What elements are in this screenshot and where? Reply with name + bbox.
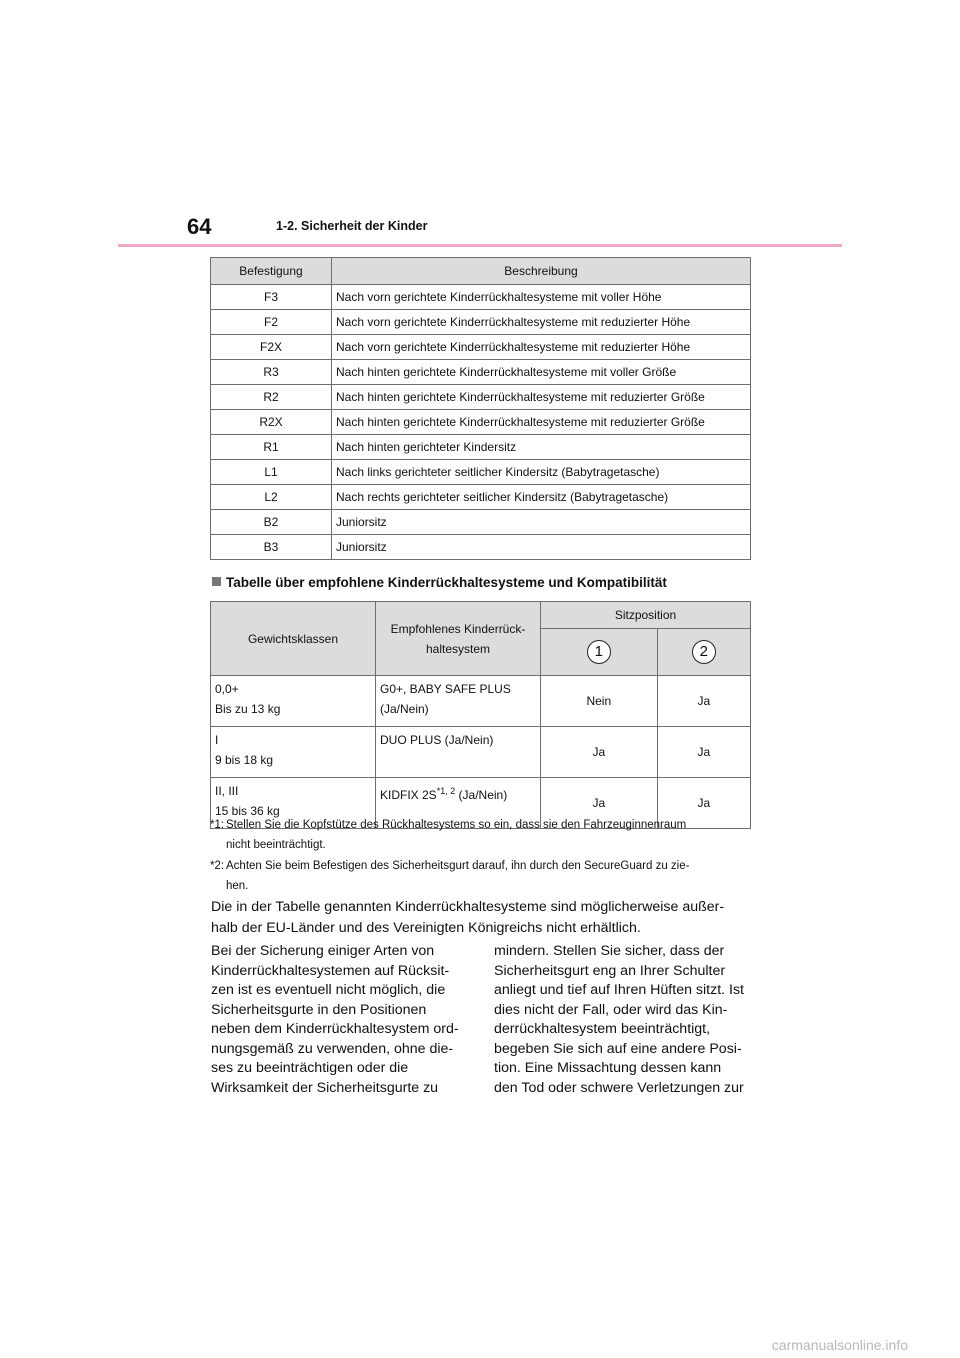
- body-line: Wirksamkeit der Sicherheitsgurte zu: [211, 1079, 439, 1096]
- seat-2-header: [657, 629, 750, 676]
- table-row: [211, 335, 751, 360]
- fixture-description: Nach links gerichteter seitlicher Kindersitz (Babytragetasche): [332, 460, 751, 485]
- footnote-line: hen.: [226, 880, 249, 892]
- col-system-line2: haltesystem: [425, 641, 491, 656]
- section-title: 1-2. Sicherheit der Kinder: [276, 219, 428, 233]
- fixture-description: Nach hinten gerichtete Kinderrückhaltesysteme mit reduzierter Größe: [332, 410, 751, 435]
- table-row: [211, 676, 751, 727]
- col-weight: Gewichtsklassen: [211, 602, 376, 676]
- footnote-line: Stellen Sie die Kopfstütze des Rückhaltesystems so ein, dass sie den Fahrzeuginnenraum: [226, 819, 687, 831]
- system-name: G0+, BABY SAFE PLUS: [380, 682, 511, 696]
- fixture-description: Nach hinten gerichteter Kindersitz: [332, 435, 751, 460]
- weight-group: I: [215, 733, 219, 747]
- body-line: dies nicht der Fall, oder wird das Kin-: [494, 1001, 728, 1018]
- fixture-description: Juniorsitz: [332, 535, 751, 560]
- subheading: [212, 575, 667, 590]
- body-line: Kinderrückhaltesystemen auf Rücksit-: [211, 962, 450, 979]
- body-line: den Tod oder schwere Verletzungen zur: [494, 1079, 744, 1096]
- table-header-row: [211, 258, 751, 285]
- body-line: Sicherheitsgurt eng an Ihrer Schulter: [494, 962, 726, 979]
- footnote-line: nicht beeinträchtigt.: [226, 839, 326, 851]
- seat-1-compat: Nein: [541, 676, 658, 727]
- fixture-description: Nach hinten gerichtete Kinderrückhaltesysteme mit reduzierter Größe: [332, 385, 751, 410]
- system-name: KIDFIX 2S: [380, 788, 437, 802]
- fixture-description: Nach hinten gerichtete Kinderrückhaltesysteme mit voller Größe: [332, 360, 751, 385]
- paragraph-line: Die in der Tabelle genannten Kinderrückhaltesysteme sind möglicherweise außer-: [211, 899, 725, 915]
- circled-number-2-icon: 2: [692, 640, 716, 664]
- body-line: Sicherheitsgurte in den Positionen: [211, 1001, 427, 1018]
- weight-class: [211, 727, 376, 778]
- fixture-code: R2: [211, 385, 332, 410]
- body-line: derrückhaltesystem beeinträchtigt,: [494, 1021, 711, 1037]
- weight-group: II, III: [215, 784, 239, 798]
- body-line: ses zu beeinträchtigen oder die: [211, 1060, 409, 1076]
- fixture-description: Nach vorn gerichtete Kinderrückhaltesysteme mit reduzierter Höhe: [332, 310, 751, 335]
- table-row: [211, 727, 751, 778]
- body-line: tion. Eine Missachtung dessen kann: [494, 1060, 722, 1076]
- watermark: carmanualsonline.info: [771, 1337, 908, 1353]
- fixture-code: B3: [211, 535, 332, 560]
- table-row: [211, 485, 751, 510]
- body-line: neben dem Kinderrückhaltesystem ord-: [211, 1021, 459, 1037]
- seat-1-compat: Ja: [541, 778, 658, 829]
- fixture-code: F2: [211, 310, 332, 335]
- seat-2-compat: Ja: [657, 676, 750, 727]
- fixture-code: F2X: [211, 335, 332, 360]
- weight-range: 15 bis 36 kg: [215, 804, 280, 818]
- footnote-ref: *1, 2: [436, 786, 456, 796]
- fixture-code: L2: [211, 485, 332, 510]
- table-row: [211, 535, 751, 560]
- fixture-code: R1: [211, 435, 332, 460]
- footnote-1: [210, 815, 746, 855]
- weight-class: [211, 676, 376, 727]
- col-beschreibung: Beschreibung: [332, 258, 751, 285]
- weight-range: Bis zu 13 kg: [215, 702, 281, 716]
- footnote-mark: *2:: [210, 860, 225, 872]
- body-line: nungsgemäß zu verwenden, ohne die-: [211, 1040, 454, 1057]
- system-option: (Ja/Nein): [380, 702, 429, 716]
- mounting-table: [210, 257, 751, 560]
- table-row: [211, 410, 751, 435]
- fixture-description: Nach vorn gerichtete Kinderrückhaltesysteme mit voller Höhe: [332, 285, 751, 310]
- table-row: [211, 385, 751, 410]
- system-name: DUO PLUS (Ja/Nein): [380, 733, 494, 747]
- recommended-system: [376, 727, 541, 778]
- footnote-2: [210, 856, 746, 896]
- col-system-line1: Empfohlenes Kinderrück-: [390, 621, 526, 636]
- fixture-code: R2X: [211, 410, 332, 435]
- circled-number-1-icon: 1: [587, 640, 611, 664]
- body-line: zen ist es eventuell nicht möglich, die: [211, 982, 446, 998]
- table-row: [211, 285, 751, 310]
- col-system: [376, 602, 541, 676]
- weight-group: 0,0+: [215, 682, 239, 696]
- seat-1-header: [541, 629, 658, 676]
- fixture-description: Nach vorn gerichtete Kinderrückhaltesysteme mit reduzierter Höhe: [332, 335, 751, 360]
- header-rule: [118, 244, 842, 247]
- recommended-system: [376, 676, 541, 727]
- table-row: [211, 435, 751, 460]
- body-line: begeben Sie sich auf eine andere Posi-: [494, 1040, 742, 1057]
- footnote-mark: *1:: [210, 819, 225, 831]
- table-row: [211, 360, 751, 385]
- body-column-left: [211, 942, 471, 1098]
- page-number: 64: [187, 214, 212, 239]
- subheading-text: Tabelle über empfohlene Kinderrückhaltesysteme und Kompatibilität: [226, 575, 667, 590]
- availability-paragraph: [211, 897, 751, 939]
- seat-2-compat: Ja: [657, 778, 750, 829]
- fixture-description: Nach rechts gerichteter seitlicher Kindersitz (Babytragetasche): [332, 485, 751, 510]
- fixture-code: F3: [211, 285, 332, 310]
- fixture-code: L1: [211, 460, 332, 485]
- col-seat-position: Sitzposition: [541, 602, 751, 629]
- body-line: mindern. Stellen Sie sicher, dass der: [494, 943, 725, 959]
- seat-2-compat: Ja: [657, 727, 750, 778]
- col-befestigung: Befestigung: [211, 258, 332, 285]
- body-line: Bei der Sicherung einiger Arten von: [211, 943, 435, 959]
- paragraph-line: halb der EU-Länder und des Vereinigten Königreichs nicht erhältlich.: [211, 920, 641, 936]
- table-row: [211, 460, 751, 485]
- footnote-line: Achten Sie beim Befestigen des Sicherheitsgurt darauf, ihn durch den SecureGuard zu zie-: [226, 860, 690, 872]
- seat-1-compat: Ja: [541, 727, 658, 778]
- fixture-code: R3: [211, 360, 332, 385]
- square-bullet-icon: [212, 577, 221, 586]
- system-option: (Ja/Nein): [455, 788, 508, 802]
- body-column-right: [494, 942, 754, 1098]
- table-row: [211, 510, 751, 535]
- table-row: [211, 310, 751, 335]
- body-line: anliegt und tief auf Ihren Hüften sitzt. Ist: [494, 982, 744, 998]
- fixture-code: B2: [211, 510, 332, 535]
- compatibility-table: [210, 601, 751, 829]
- weight-range: 9 bis 18 kg: [215, 753, 274, 767]
- fixture-description: Juniorsitz: [332, 510, 751, 535]
